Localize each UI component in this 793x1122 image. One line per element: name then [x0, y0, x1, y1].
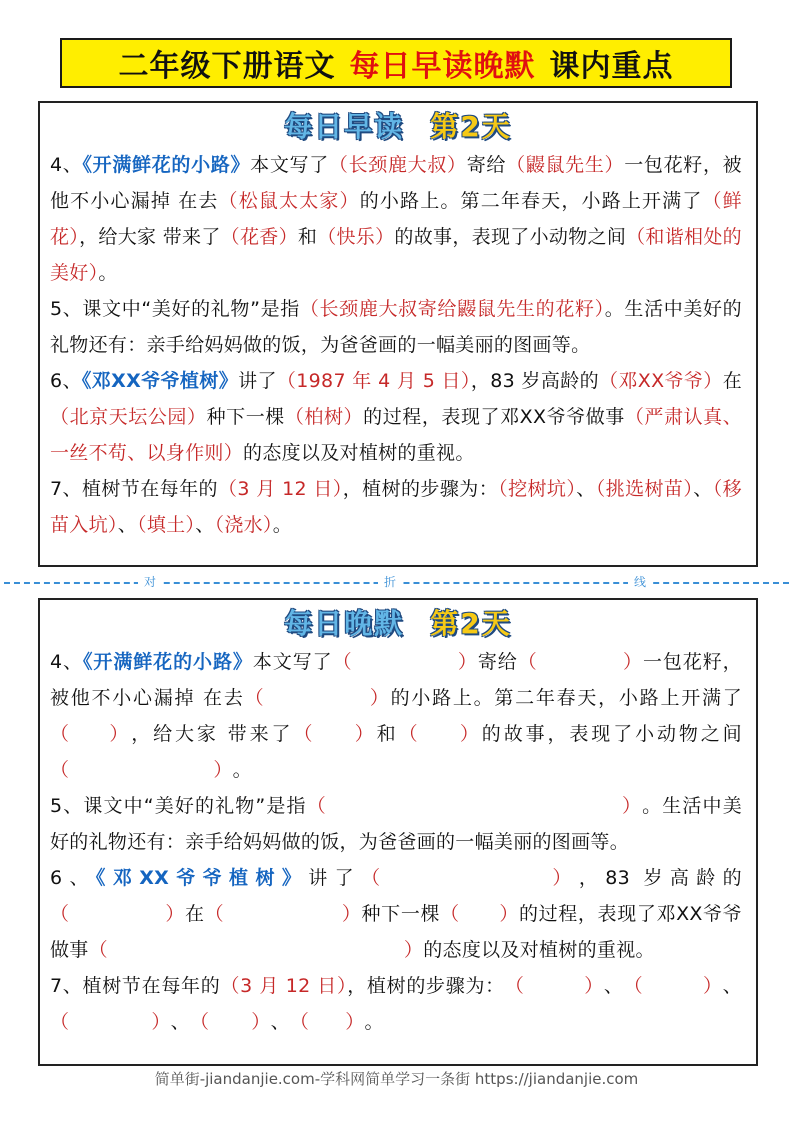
answer: （3 月 12 日） — [217, 478, 343, 500]
page-header — [60, 38, 732, 88]
page-footer: 简单街-jiandanjie.com-学科网简单学习一条街 https://jiandanjie.com — [154, 1070, 639, 1088]
separator: 、 — [170, 1011, 190, 1033]
text: 种下一棵 — [361, 903, 441, 925]
item-6-paragraph — [50, 860, 742, 968]
answer: （快乐） — [317, 226, 395, 248]
fold-line-label: 折 — [378, 573, 402, 591]
answer: （鲜花） — [50, 190, 742, 248]
answer: （北京天坛公园） — [50, 406, 207, 428]
text: 的过程，表现了邓XX爷爷做事 — [50, 903, 742, 961]
answer: （3 月 12 日） — [220, 975, 348, 997]
item-number: 6、 — [50, 370, 82, 392]
item-number: 4、 — [50, 651, 83, 673]
answer: （长颈鹿大叔寄给鼹鼠先生的花籽） — [299, 298, 605, 320]
text: 。生活中美好的礼物还有：亲手给妈妈做的饭，为爸爸画的一幅美丽的图画等。 — [50, 298, 742, 356]
answer: （严肃认真、一丝不苟、以身作则） — [50, 406, 743, 464]
header-program: 每日早读晚默 — [349, 49, 536, 84]
item-4-paragraph — [50, 644, 742, 788]
answer-blank[interactable]: （ ） — [50, 723, 129, 745]
item-7-paragraph — [50, 968, 742, 1040]
answer-blank[interactable]: （ ） — [50, 903, 185, 925]
separator: 、 — [722, 975, 742, 997]
answer-blank[interactable]: （ ） — [440, 903, 519, 925]
evening-recitation-label: 每日晚默 — [284, 607, 405, 640]
evening-recitation-section — [38, 598, 758, 1066]
answer: （浇水） — [214, 514, 273, 536]
text: 的态度以及对植树的重视。 — [243, 442, 475, 464]
lesson-title: 《开满鲜花的小路》 — [82, 651, 253, 673]
text: 的小路上。第二年春天，小路上开满了 — [389, 687, 742, 709]
answer: （鼹鼠先生） — [506, 154, 625, 176]
answer-blank[interactable]: （ ） — [50, 1011, 171, 1033]
text: 的故事，表现了小动物之间 — [394, 226, 627, 248]
answer: （长颈鹿大叔） — [328, 154, 467, 176]
answer-blank[interactable]: （ ） — [204, 903, 362, 925]
answer-blank[interactable]: （ ） — [244, 687, 390, 709]
answer-blank[interactable]: （ ） — [50, 759, 233, 781]
answer-blank[interactable]: （ ） — [332, 651, 478, 673]
answer-blank[interactable]: （ ） — [189, 1011, 271, 1033]
item-5-paragraph — [50, 788, 742, 860]
text: 5、课文中“美好的礼物”是指 — [50, 795, 307, 817]
answer-blank[interactable]: （ ） — [306, 795, 642, 817]
text: 7、植树节在每年的 — [50, 478, 218, 500]
text: 种下一棵 — [206, 406, 285, 428]
text: 在 — [722, 370, 742, 392]
text: 讲了 — [308, 867, 362, 889]
header-topic: 课内重点 — [549, 49, 674, 84]
text: 。 — [98, 262, 118, 284]
item-6-paragraph — [50, 363, 742, 471]
separator: 、 — [270, 1011, 290, 1033]
text: 一包花籽，被他不小心漏掉 在去 — [50, 651, 742, 709]
answer: （花香） — [220, 226, 298, 248]
item-5-paragraph — [50, 291, 742, 363]
text: 5、课文中“美好的礼物”是指 — [50, 298, 300, 320]
text: 。 — [364, 1011, 384, 1033]
text: 7、植树节在每年的 — [50, 975, 221, 997]
text: ，83 岁高龄的 — [571, 867, 742, 889]
answer-blank[interactable]: （ ） — [361, 867, 572, 889]
text: ，植树的步骤为： — [342, 478, 499, 500]
answer: （挑选树苗） — [595, 478, 694, 500]
answer: （邓XX爷爷） — [599, 370, 723, 392]
separator: 、 — [195, 514, 215, 536]
separator: 、 — [117, 514, 138, 536]
morning-reading-day: 第2天 — [430, 110, 512, 143]
answer-blank[interactable]: （ ） — [289, 1011, 365, 1033]
answer: （填土） — [137, 514, 196, 536]
answer-blank[interactable]: （ ） — [517, 651, 643, 673]
text: 。 — [232, 759, 252, 781]
fold-line-label: 线 — [628, 573, 652, 591]
answer: （柏树） — [284, 406, 364, 428]
evening-recitation-title — [40, 604, 756, 644]
text: 讲了 — [238, 370, 277, 392]
text: ，给大家 带来了 — [128, 723, 294, 745]
answer-blank[interactable]: （ ） — [88, 939, 424, 961]
item-4-paragraph — [50, 147, 742, 291]
text: 和 — [374, 723, 399, 745]
answer: （移苗入坑） — [50, 478, 742, 536]
lesson-title: 《邓XX爷爷植树》 — [95, 867, 309, 889]
lesson-title: 《开满鲜花的小路》 — [82, 154, 251, 176]
text: ，83 岁高龄的 — [470, 370, 599, 392]
text: 本文写了 — [252, 651, 333, 673]
answer-blank[interactable]: （ ） — [398, 723, 480, 745]
answer-blank[interactable]: （ ） — [623, 975, 723, 997]
item-7-paragraph — [50, 471, 742, 543]
text: 寄给 — [466, 154, 507, 176]
lesson-title: 《邓XX爷爷植树》 — [81, 370, 239, 392]
text: 的态度以及对植树的重视。 — [423, 939, 655, 961]
text: ，给大家 带来了 — [79, 226, 221, 248]
text: 的过程，表现了邓XX爷爷做事 — [363, 406, 625, 428]
answer-blank[interactable]: （ ） — [293, 723, 375, 745]
morning-reading-section — [38, 101, 758, 567]
text: ，植树的步骤为： — [347, 975, 505, 997]
text: 。 — [272, 514, 293, 536]
morning-reading-label: 每日早读 — [284, 110, 405, 143]
text: 在 — [184, 903, 205, 925]
separator: 、 — [576, 478, 596, 500]
answer: （1987 年 4 月 5 日） — [276, 370, 471, 392]
header-grade: 二年级下册语文 — [118, 49, 336, 84]
morning-reading-title — [40, 107, 756, 147]
fold-line — [0, 573, 793, 593]
separator: 、 — [603, 975, 624, 997]
answer: （松鼠太太家） — [218, 190, 360, 212]
text: 。生活中美好的礼物还有：亲手给妈妈做的饭，为爸爸画的一幅美丽的图画等。 — [50, 795, 742, 853]
answer: （和谐相处的美好） — [50, 226, 742, 284]
text: 的小路上。第二年春天，小路上开满了 — [359, 190, 703, 212]
text: 一包花籽，被他不小心漏掉 在去 — [50, 154, 742, 212]
separator: 、 — [693, 478, 713, 500]
text: 和 — [297, 226, 318, 248]
fold-line-label: 对 — [138, 573, 162, 591]
text: 本文写了 — [250, 154, 329, 176]
answer: （挖树坑） — [498, 478, 577, 500]
text: 的故事，表现了小动物之间 — [479, 723, 742, 745]
item-number: 6、 — [50, 867, 96, 889]
item-number: 4、 — [50, 154, 83, 176]
text: 寄给 — [477, 651, 518, 673]
answer-blank[interactable]: （ ） — [504, 975, 604, 997]
evening-recitation-day: 第2天 — [430, 607, 512, 640]
